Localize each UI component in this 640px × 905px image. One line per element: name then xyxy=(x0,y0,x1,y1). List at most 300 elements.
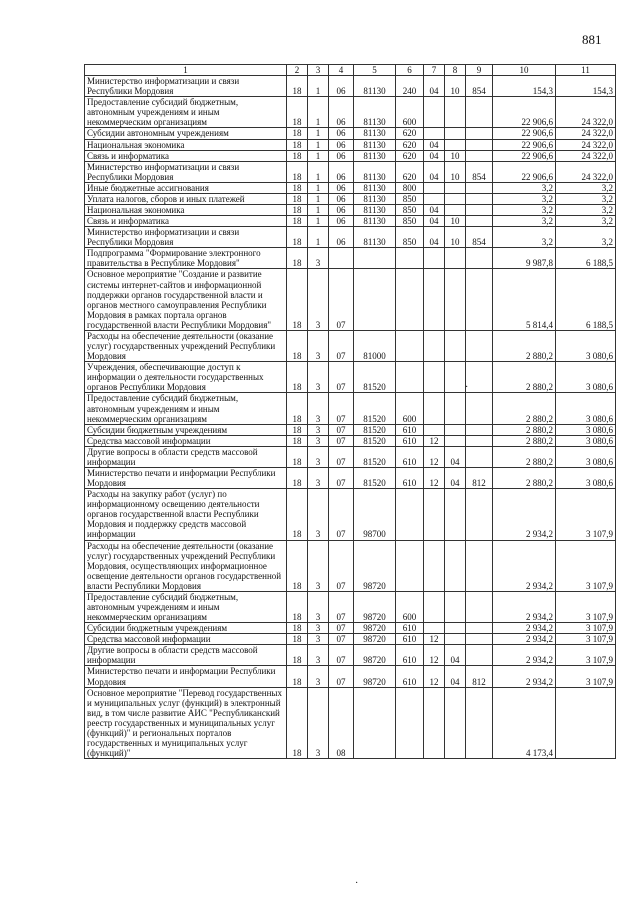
col-10-cell: 2 934,2 xyxy=(493,645,556,666)
col-3-cell: 1 xyxy=(308,76,329,97)
col-7-cell: 12 xyxy=(424,634,445,645)
table-row xyxy=(85,216,616,227)
col-10-cell: 2 880,2 xyxy=(493,393,556,424)
col-8-cell xyxy=(445,269,466,330)
col-4-cell: 06 xyxy=(329,161,354,182)
col-4-cell: 07 xyxy=(329,634,354,645)
col-8-cell: 10 xyxy=(445,161,466,182)
col-2-cell: 18 xyxy=(287,227,308,248)
col-5-cell: 81130 xyxy=(354,139,396,150)
table-row xyxy=(85,248,616,269)
col-10-cell: 3,2 xyxy=(493,227,556,248)
col-9-cell xyxy=(466,424,493,435)
col-4-cell: 06 xyxy=(329,182,354,193)
row-name-cell: Министерство информатизации и связи Республики Мордовия xyxy=(85,227,287,248)
row-name-cell: Средства массовой информации xyxy=(85,634,287,645)
col-10-cell: 2 880,2 xyxy=(493,362,556,393)
col-4-cell: 07 xyxy=(329,393,354,424)
col-8-cell xyxy=(445,393,466,424)
col-8-cell xyxy=(445,591,466,622)
table-row xyxy=(85,205,616,216)
col-10-cell: 22 906,6 xyxy=(493,150,556,161)
col-7-cell xyxy=(424,269,445,330)
col-8-cell: 04 xyxy=(445,666,466,687)
row-name-cell: Предоставление субсидий бюджетным, автономным учреждениям и иным некоммерческим организациям xyxy=(85,97,287,128)
table-row xyxy=(85,591,616,622)
col-7-cell xyxy=(424,393,445,424)
col-10-cell: 9 987,8 xyxy=(493,248,556,269)
decorative-dot: · xyxy=(355,878,359,889)
col-6-cell: 610 xyxy=(396,435,424,446)
budget-table xyxy=(84,64,616,759)
table-row xyxy=(85,182,616,193)
col-3-cell: 3 xyxy=(308,540,329,591)
col-10-cell: 22 906,6 xyxy=(493,128,556,139)
table-row xyxy=(85,435,616,446)
col-4-cell: 06 xyxy=(329,150,354,161)
col-11-cell: 3,2 xyxy=(556,182,616,193)
col-9-cell xyxy=(466,182,493,193)
col-6-cell xyxy=(396,330,424,361)
col-11-cell: 3 107,9 xyxy=(556,645,616,666)
col-3-cell: 3 xyxy=(308,435,329,446)
col-6-cell xyxy=(396,362,424,393)
col-7-cell: 04 xyxy=(424,139,445,150)
col-5-cell: 81130 xyxy=(354,182,396,193)
col-10-cell: 2 934,2 xyxy=(493,591,556,622)
col-5-cell: 81130 xyxy=(354,76,396,97)
table-row xyxy=(85,161,616,182)
col-2-cell: 18 xyxy=(287,161,308,182)
col-8-cell xyxy=(445,424,466,435)
col-6-cell: 620 xyxy=(396,150,424,161)
col-11-cell: 3 080,6 xyxy=(556,330,616,361)
row-name-cell: Расходы на закупку работ (услуг) по информационному освещению деятельности органов государственной власти Республики Мордовия и поддержку средств массовой информации xyxy=(85,489,287,540)
row-name-cell: Учреждения, обеспечивающие доступ к информации о деятельности государственных органов Республики Мордовия xyxy=(85,362,287,393)
table-row xyxy=(85,687,616,759)
col-7-cell: 04 xyxy=(424,227,445,248)
col-9-cell xyxy=(466,623,493,634)
col-2-cell: 18 xyxy=(287,435,308,446)
col-11-cell: 3 107,9 xyxy=(556,623,616,634)
col-9-cell xyxy=(466,489,493,540)
col-5-cell: 81520 xyxy=(354,446,396,467)
col-9-cell xyxy=(466,205,493,216)
col-7-cell xyxy=(424,193,445,204)
col-5-cell: 98720 xyxy=(354,591,396,622)
col-6-cell: 850 xyxy=(396,227,424,248)
col-2-cell: 18 xyxy=(287,193,308,204)
col-2-cell: 18 xyxy=(287,393,308,424)
col-5-cell: 81520 xyxy=(354,467,396,488)
row-name-cell: Министерство печати и информации Республики Мордовия xyxy=(85,467,287,488)
col-7-cell: 04 xyxy=(424,161,445,182)
col-2-cell: 18 xyxy=(287,489,308,540)
col-7-cell xyxy=(424,424,445,435)
col-8-cell xyxy=(445,193,466,204)
col-8-cell: 10 xyxy=(445,216,466,227)
col-2-cell: 18 xyxy=(287,424,308,435)
col-11-cell: 24 322,0 xyxy=(556,161,616,182)
row-name-cell: Министерство печати и информации Республики Мордовия xyxy=(85,666,287,687)
col-6-cell xyxy=(396,489,424,540)
col-8-cell xyxy=(445,623,466,634)
col-2-cell: 18 xyxy=(287,446,308,467)
col-8-cell xyxy=(445,687,466,759)
row-name-cell: Расходы на обеспечение деятельности (оказание услуг) государственных учреждений Республики Мордовия, осуществляющих информационное освещение деятельности органов государственной власти Республики Мордовия xyxy=(85,540,287,591)
col-3-cell: 3 xyxy=(308,362,329,393)
col-2-cell: 18 xyxy=(287,248,308,269)
col-11-cell: 24 322,0 xyxy=(556,97,616,128)
col-6-cell: 610 xyxy=(396,424,424,435)
col-3-cell: 3 xyxy=(308,591,329,622)
col-8-cell xyxy=(445,330,466,361)
col-2-cell: 18 xyxy=(287,216,308,227)
col-9-cell xyxy=(466,393,493,424)
column-header: 2 xyxy=(287,65,308,76)
col-4-cell: 07 xyxy=(329,540,354,591)
col-5-cell: 81130 xyxy=(354,161,396,182)
table-row xyxy=(85,139,616,150)
col-11-cell: 3 080,6 xyxy=(556,435,616,446)
col-10-cell: 2 934,2 xyxy=(493,623,556,634)
col-4-cell: 06 xyxy=(329,139,354,150)
column-header: 9 xyxy=(466,65,493,76)
column-header: 6 xyxy=(396,65,424,76)
row-name-cell: Субсидии бюджетным учреждениям xyxy=(85,623,287,634)
row-name-cell: Субсидии автономным учреждениям xyxy=(85,128,287,139)
col-7-cell xyxy=(424,248,445,269)
row-name-cell: Средства массовой информации xyxy=(85,435,287,446)
col-10-cell: 3,2 xyxy=(493,205,556,216)
col-10-cell: 2 880,2 xyxy=(493,467,556,488)
row-name-cell: Предоставление субсидий бюджетным, автономным учреждениям и иным некоммерческим организациям xyxy=(85,393,287,424)
col-6-cell: 800 xyxy=(396,182,424,193)
col-4-cell: 07 xyxy=(329,362,354,393)
col-9-cell: 854 xyxy=(466,161,493,182)
col-3-cell: 3 xyxy=(308,687,329,759)
col-2-cell: 18 xyxy=(287,634,308,645)
col-2-cell: 18 xyxy=(287,666,308,687)
col-6-cell: 620 xyxy=(396,161,424,182)
col-7-cell: 04 xyxy=(424,150,445,161)
col-3-cell: 3 xyxy=(308,467,329,488)
table-row xyxy=(85,424,616,435)
table-row xyxy=(85,623,616,634)
col-8-cell xyxy=(445,540,466,591)
col-2-cell: 18 xyxy=(287,97,308,128)
table-row xyxy=(85,76,616,97)
col-6-cell: 600 xyxy=(396,393,424,424)
col-8-cell xyxy=(445,248,466,269)
row-name-cell: Расходы на обеспечение деятельности (оказание услуг) государственных учреждений Республики Мордовия xyxy=(85,330,287,361)
col-2-cell: 18 xyxy=(287,540,308,591)
col-9-cell xyxy=(466,634,493,645)
col-9-cell: 854 xyxy=(466,227,493,248)
row-name-cell: Связь и информатика xyxy=(85,216,287,227)
col-7-cell: 12 xyxy=(424,435,445,446)
col-11-cell: 3 080,6 xyxy=(556,393,616,424)
table-row xyxy=(85,97,616,128)
col-11-cell: 6 188,5 xyxy=(556,248,616,269)
col-4-cell: 06 xyxy=(329,193,354,204)
col-9-cell xyxy=(466,591,493,622)
col-2-cell: 18 xyxy=(287,623,308,634)
col-11-cell: 3 107,9 xyxy=(556,489,616,540)
col-11-cell: 24 322,0 xyxy=(556,128,616,139)
table-row xyxy=(85,362,616,393)
col-5-cell xyxy=(354,248,396,269)
col-7-cell: 04 xyxy=(424,76,445,97)
col-2-cell: 18 xyxy=(287,687,308,759)
col-7-cell: 12 xyxy=(424,666,445,687)
row-name-cell: Уплата налогов, сборов и иных платежей xyxy=(85,193,287,204)
col-5-cell: 81130 xyxy=(354,97,396,128)
col-9-cell xyxy=(466,269,493,330)
col-6-cell: 620 xyxy=(396,139,424,150)
col-8-cell xyxy=(445,182,466,193)
column-header: 10 xyxy=(493,65,556,76)
col-3-cell: 1 xyxy=(308,128,329,139)
row-name-cell: Другие вопросы в области средств массовой информации xyxy=(85,446,287,467)
table-row xyxy=(85,393,616,424)
column-header: 4 xyxy=(329,65,354,76)
col-7-cell xyxy=(424,128,445,139)
col-10-cell: 3,2 xyxy=(493,193,556,204)
col-7-cell xyxy=(424,687,445,759)
col-3-cell: 1 xyxy=(308,150,329,161)
col-6-cell: 610 xyxy=(396,623,424,634)
col-8-cell: 04 xyxy=(445,446,466,467)
col-8-cell xyxy=(445,489,466,540)
col-6-cell: 850 xyxy=(396,193,424,204)
column-header: 7 xyxy=(424,65,445,76)
col-4-cell: 06 xyxy=(329,205,354,216)
col-3-cell: 3 xyxy=(308,645,329,666)
col-10-cell: 2 934,2 xyxy=(493,489,556,540)
row-name-cell: Основное мероприятие "Создание и развитие системы интернет-сайтов и информационной поддержки органов государственной власти и органов местного самоуправления Республики Мордовия в рамках портала органов государственной власти Республики Мордовия" xyxy=(85,269,287,330)
table-row xyxy=(85,666,616,687)
col-4-cell: 07 xyxy=(329,424,354,435)
col-9-cell: 812 xyxy=(466,666,493,687)
col-7-cell: 12 xyxy=(424,467,445,488)
col-7-cell xyxy=(424,362,445,393)
col-4-cell: 06 xyxy=(329,76,354,97)
col-5-cell: 81130 xyxy=(354,193,396,204)
col-5-cell: 98720 xyxy=(354,666,396,687)
col-5-cell: 81000 xyxy=(354,330,396,361)
col-8-cell xyxy=(445,139,466,150)
col-7-cell: 12 xyxy=(424,645,445,666)
col-11-cell: 154,3 xyxy=(556,76,616,97)
col-5-cell: 98720 xyxy=(354,645,396,666)
col-11-cell: 3,2 xyxy=(556,205,616,216)
col-11-cell: 3 080,6 xyxy=(556,424,616,435)
col-9-cell xyxy=(466,687,493,759)
col-8-cell: 10 xyxy=(445,150,466,161)
col-2-cell: 18 xyxy=(287,76,308,97)
table-row xyxy=(85,227,616,248)
col-10-cell: 22 906,6 xyxy=(493,139,556,150)
col-11-cell: 3,2 xyxy=(556,227,616,248)
col-6-cell: 610 xyxy=(396,446,424,467)
col-6-cell: 600 xyxy=(396,97,424,128)
col-3-cell: 3 xyxy=(308,623,329,634)
col-9-cell xyxy=(466,128,493,139)
col-3-cell: 1 xyxy=(308,97,329,128)
table-row xyxy=(85,467,616,488)
col-11-cell: 3 080,6 xyxy=(556,467,616,488)
col-5-cell xyxy=(354,687,396,759)
col-3-cell: 3 xyxy=(308,393,329,424)
col-5-cell: 81130 xyxy=(354,205,396,216)
table-row xyxy=(85,446,616,467)
col-4-cell: 07 xyxy=(329,330,354,361)
col-6-cell: 620 xyxy=(396,128,424,139)
col-4-cell: 06 xyxy=(329,97,354,128)
col-10-cell: 3,2 xyxy=(493,216,556,227)
row-name-cell: Подпрограмма "Формирование электронного правительства в Республике Мордовия" xyxy=(85,248,287,269)
col-6-cell: 610 xyxy=(396,645,424,666)
page-number: 881 xyxy=(582,32,602,47)
col-4-cell: 07 xyxy=(329,623,354,634)
col-11-cell: 3 107,9 xyxy=(556,634,616,645)
col-4-cell: 07 xyxy=(329,645,354,666)
col-11-cell: 3 107,9 xyxy=(556,591,616,622)
col-6-cell xyxy=(396,540,424,591)
table-row xyxy=(85,269,616,330)
col-4-cell: 08 xyxy=(329,687,354,759)
col-5-cell xyxy=(354,269,396,330)
col-11-cell: 3,2 xyxy=(556,193,616,204)
col-9-cell xyxy=(466,248,493,269)
column-header: 3 xyxy=(308,65,329,76)
col-7-cell: 12 xyxy=(424,446,445,467)
col-3-cell: 1 xyxy=(308,227,329,248)
col-5-cell: 98720 xyxy=(354,634,396,645)
col-8-cell: 10 xyxy=(445,227,466,248)
col-5-cell: 81520 xyxy=(354,393,396,424)
col-6-cell xyxy=(396,248,424,269)
col-6-cell: 610 xyxy=(396,666,424,687)
col-6-cell: 610 xyxy=(396,634,424,645)
col-10-cell: 2 880,2 xyxy=(493,424,556,435)
col-3-cell: 1 xyxy=(308,182,329,193)
col-10-cell: 5 814,4 xyxy=(493,269,556,330)
row-name-cell: Министерство информатизации и связи Республики Мордовия xyxy=(85,76,287,97)
col-8-cell xyxy=(445,435,466,446)
col-4-cell: 07 xyxy=(329,489,354,540)
col-9-cell xyxy=(466,150,493,161)
col-2-cell: 18 xyxy=(287,182,308,193)
col-8-cell xyxy=(445,205,466,216)
table-row xyxy=(85,330,616,361)
col-4-cell: 07 xyxy=(329,446,354,467)
col-10-cell: 22 906,6 xyxy=(493,161,556,182)
col-2-cell: 18 xyxy=(287,330,308,361)
col-3-cell: 3 xyxy=(308,424,329,435)
col-4-cell: 07 xyxy=(329,467,354,488)
col-7-cell xyxy=(424,591,445,622)
col-10-cell: 22 906,6 xyxy=(493,97,556,128)
table-row xyxy=(85,634,616,645)
col-10-cell: 2 934,2 xyxy=(493,540,556,591)
row-name-cell: Другие вопросы в области средств массовой информации xyxy=(85,645,287,666)
col-2-cell: 18 xyxy=(287,139,308,150)
col-5-cell: 98700 xyxy=(354,489,396,540)
col-2-cell: 18 xyxy=(287,645,308,666)
col-3-cell: 3 xyxy=(308,269,329,330)
col-3-cell: 3 xyxy=(308,446,329,467)
col-4-cell: 07 xyxy=(329,269,354,330)
row-name-cell: Национальная экономика xyxy=(85,139,287,150)
col-9-cell xyxy=(466,435,493,446)
col-11-cell xyxy=(556,687,616,759)
col-9-cell xyxy=(466,645,493,666)
col-4-cell: 07 xyxy=(329,666,354,687)
col-9-cell: 812 xyxy=(466,467,493,488)
col-3-cell: 3 xyxy=(308,330,329,361)
col-6-cell: 600 xyxy=(396,591,424,622)
col-6-cell: 610 xyxy=(396,467,424,488)
col-3-cell: 1 xyxy=(308,193,329,204)
col-4-cell: 07 xyxy=(329,435,354,446)
col-9-cell xyxy=(466,446,493,467)
col-9-cell xyxy=(466,330,493,361)
col-10-cell: 3,2 xyxy=(493,182,556,193)
col-10-cell: 154,3 xyxy=(493,76,556,97)
col-4-cell: 06 xyxy=(329,227,354,248)
col-9-cell: 854 xyxy=(466,76,493,97)
col-5-cell: 81130 xyxy=(354,227,396,248)
col-6-cell xyxy=(396,687,424,759)
table-row xyxy=(85,645,616,666)
col-4-cell xyxy=(329,248,354,269)
col-3-cell: 1 xyxy=(308,205,329,216)
row-name-cell: Национальная экономика xyxy=(85,205,287,216)
col-7-cell xyxy=(424,97,445,128)
col-5-cell: 81130 xyxy=(354,150,396,161)
col-10-cell: 2 880,2 xyxy=(493,435,556,446)
col-7-cell: 04 xyxy=(424,216,445,227)
col-2-cell: 18 xyxy=(287,362,308,393)
col-8-cell xyxy=(445,362,469,393)
col-5-cell: 81130 xyxy=(354,128,396,139)
table-row xyxy=(85,540,616,591)
col-5-cell: 81520 xyxy=(354,362,396,393)
col-9-cell xyxy=(466,193,493,204)
table-row xyxy=(85,489,616,540)
col-9-cell xyxy=(466,362,493,393)
col-3-cell: 1 xyxy=(308,216,329,227)
col-2-cell: 18 xyxy=(287,269,308,330)
col-5-cell: 98720 xyxy=(354,623,396,634)
col-8-cell xyxy=(445,128,466,139)
col-9-cell xyxy=(466,97,493,128)
col-4-cell: 07 xyxy=(329,591,354,622)
col-9-cell xyxy=(466,540,493,591)
col-11-cell: 24 322,0 xyxy=(556,139,616,150)
col-2-cell: 18 xyxy=(287,150,308,161)
table-row xyxy=(85,128,616,139)
col-7-cell: 04 xyxy=(424,205,445,216)
row-name-cell: Предоставление субсидий бюджетным, автономным учреждениям и иным некоммерческим организациям xyxy=(85,591,287,622)
col-11-cell: 3 107,9 xyxy=(556,666,616,687)
col-3-cell: 1 xyxy=(308,139,329,150)
col-4-cell: 06 xyxy=(329,128,354,139)
row-name-cell: Министерство информатизации и связи Республики Мордовия xyxy=(85,161,287,182)
col-10-cell: 2 880,2 xyxy=(493,446,556,467)
